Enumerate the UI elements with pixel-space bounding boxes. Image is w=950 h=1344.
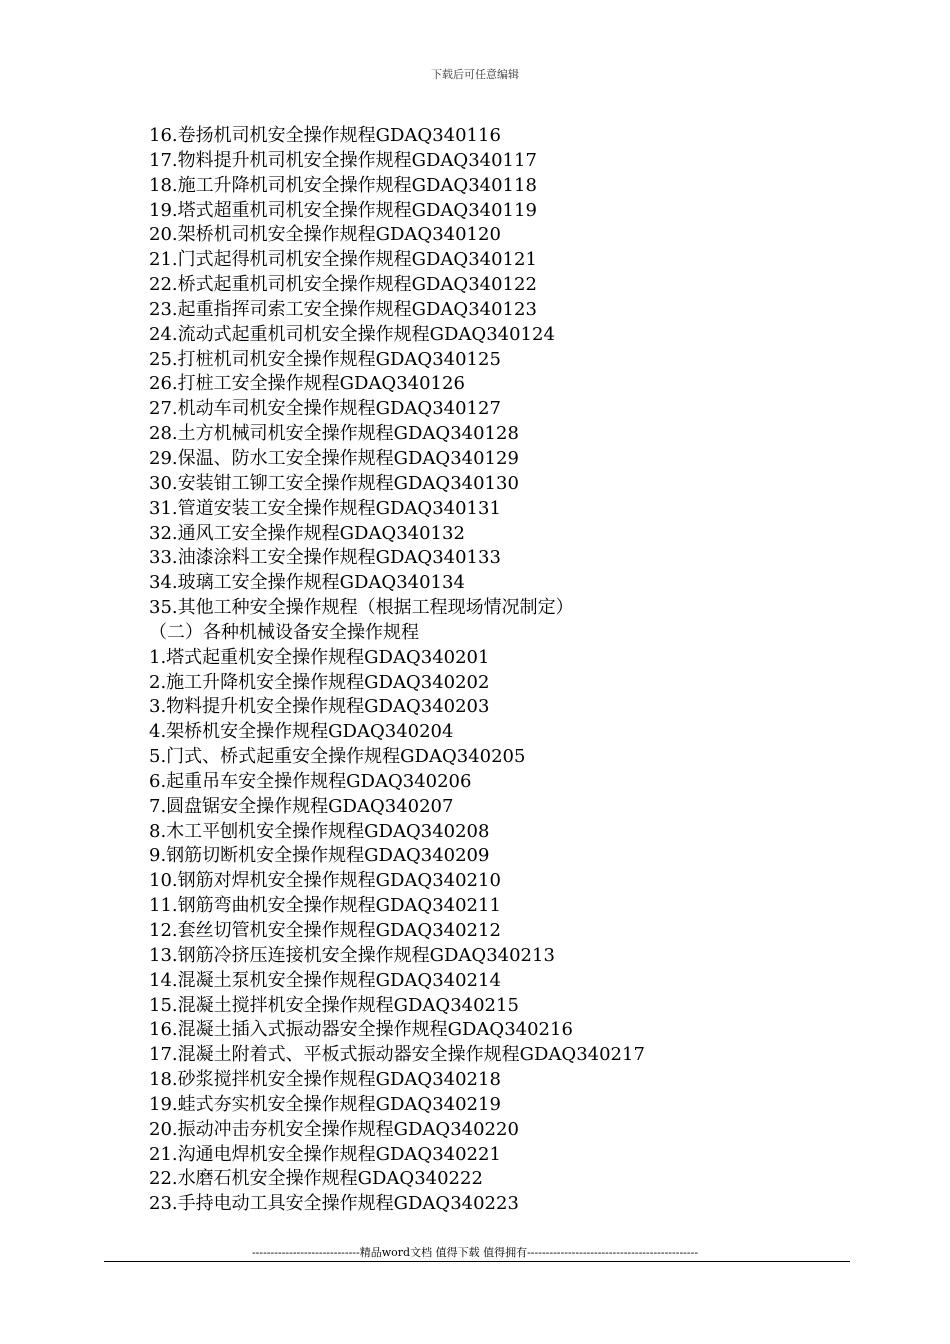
document-line: 25.打桩机司机安全操作规程GDAQ340125 xyxy=(149,348,501,370)
document-line: 18.施工升降机司机安全操作规程GDAQ340118 xyxy=(149,174,537,196)
page-footer: -----------------------------精品word文档 值得下载 值得拥有---------------------------------------------- xyxy=(251,1246,699,1259)
document-line: 1.塔式起重机安全操作规程GDAQ340201 xyxy=(149,646,490,668)
document-line: 21.沟通电焊机安全操作规程GDAQ340221 xyxy=(149,1143,501,1165)
document-line: 35.其他工种安全操作规程（根据工程现场情况制定） xyxy=(149,597,574,619)
document-line: 20.架桥机司机安全操作规程GDAQ340120 xyxy=(149,224,501,246)
document-line: 2.施工升降机安全操作规程GDAQ340202 xyxy=(149,671,490,693)
footer-divider xyxy=(104,1261,850,1262)
document-line: 13.钢筋冷挤压连接机安全操作规程GDAQ340213 xyxy=(149,944,555,966)
document-line: 14.混凝土泵机安全操作规程GDAQ340214 xyxy=(149,969,501,991)
document-line: 16.卷扬机司机安全操作规程GDAQ340116 xyxy=(149,125,501,146)
document-line: 10.钢筋对焊机安全操作规程GDAQ340210 xyxy=(149,870,501,892)
document-line: 19.塔式超重机司机安全操作规程GDAQ340119 xyxy=(149,199,537,221)
page-header: 下载后可任意编辑 xyxy=(431,68,519,81)
document-line: 12.套丝切管机安全操作规程GDAQ340212 xyxy=(149,920,501,941)
document-line: 21.门式起得机司机安全操作规程GDAQ340121 xyxy=(149,249,537,271)
document-line: 23.起重指挥司索工安全操作规程GDAQ340123 xyxy=(149,298,537,320)
document-line: 6.起重吊车安全操作规程GDAQ340206 xyxy=(149,770,472,792)
document-line: 4.架桥机安全操作规程GDAQ340204 xyxy=(149,721,454,743)
document-line: 17.物料提升机司机安全操作规程GDAQ340117 xyxy=(149,149,537,171)
document-line: 5.门式、桥式起重安全操作规程GDAQ340205 xyxy=(149,746,526,768)
document-line: 29.保温、防水工安全操作规程GDAQ340129 xyxy=(149,447,519,469)
document-line: 18.砂浆搅拌机安全操作规程GDAQ340218 xyxy=(149,1069,501,1091)
document-line: 20.振动冲击夯机安全操作规程GDAQ340220 xyxy=(149,1118,519,1140)
document-line: 3.物料提升机安全操作规程GDAQ340203 xyxy=(149,696,490,718)
document-line: 11.钢筋弯曲机安全操作规程GDAQ340211 xyxy=(149,895,501,917)
document-line: 22.水磨石机安全操作规程GDAQ340222 xyxy=(149,1168,483,1190)
document-line: 8.木工平刨机安全操作规程GDAQ340208 xyxy=(149,820,490,842)
document-line: 26.打桩工安全操作规程GDAQ340126 xyxy=(149,373,465,395)
document-line: 33.油漆涂料工安全操作规程GDAQ340133 xyxy=(149,547,501,569)
document-line: 24.流动式起重机司机安全操作规程GDAQ340124 xyxy=(149,323,555,345)
document-line: 17.混凝土附着式、平板式振动器安全操作规程GDAQ340217 xyxy=(149,1044,645,1066)
document-line: （二）各种机械设备安全操作规程 xyxy=(149,621,419,643)
document-line: 16.混凝土插入式振动器安全操作规程GDAQ340216 xyxy=(149,1019,573,1041)
document-line: 23.手持电动工具安全操作规程GDAQ340223 xyxy=(149,1193,519,1215)
document-line: 9.钢筋切断机安全操作规程GDAQ340209 xyxy=(149,845,490,867)
document-line: 34.玻璃工安全操作规程GDAQ340134 xyxy=(149,572,465,594)
document-line: 19.蛙式夯实机安全操作规程GDAQ340219 xyxy=(149,1093,501,1115)
document-line: 15.混凝土搅拌机安全操作规程GDAQ340215 xyxy=(149,994,519,1016)
document-line: 28.土方机械司机安全操作规程GDAQ340128 xyxy=(149,423,519,445)
document-line: 30.安装钳工铆工安全操作规程GDAQ340130 xyxy=(149,472,519,494)
document-body xyxy=(149,124,909,1217)
document-line: 31.管道安装工安全操作规程GDAQ340131 xyxy=(149,497,501,519)
document-line: 22.桥式起重机司机安全操作规程GDAQ340122 xyxy=(149,274,537,296)
document-line: 27.机动车司机安全操作规程GDAQ340127 xyxy=(149,398,501,420)
document-line: 7.圆盘锯安全操作规程GDAQ340207 xyxy=(149,795,454,817)
document-line: 32.通风工安全操作规程GDAQ340132 xyxy=(149,522,465,544)
